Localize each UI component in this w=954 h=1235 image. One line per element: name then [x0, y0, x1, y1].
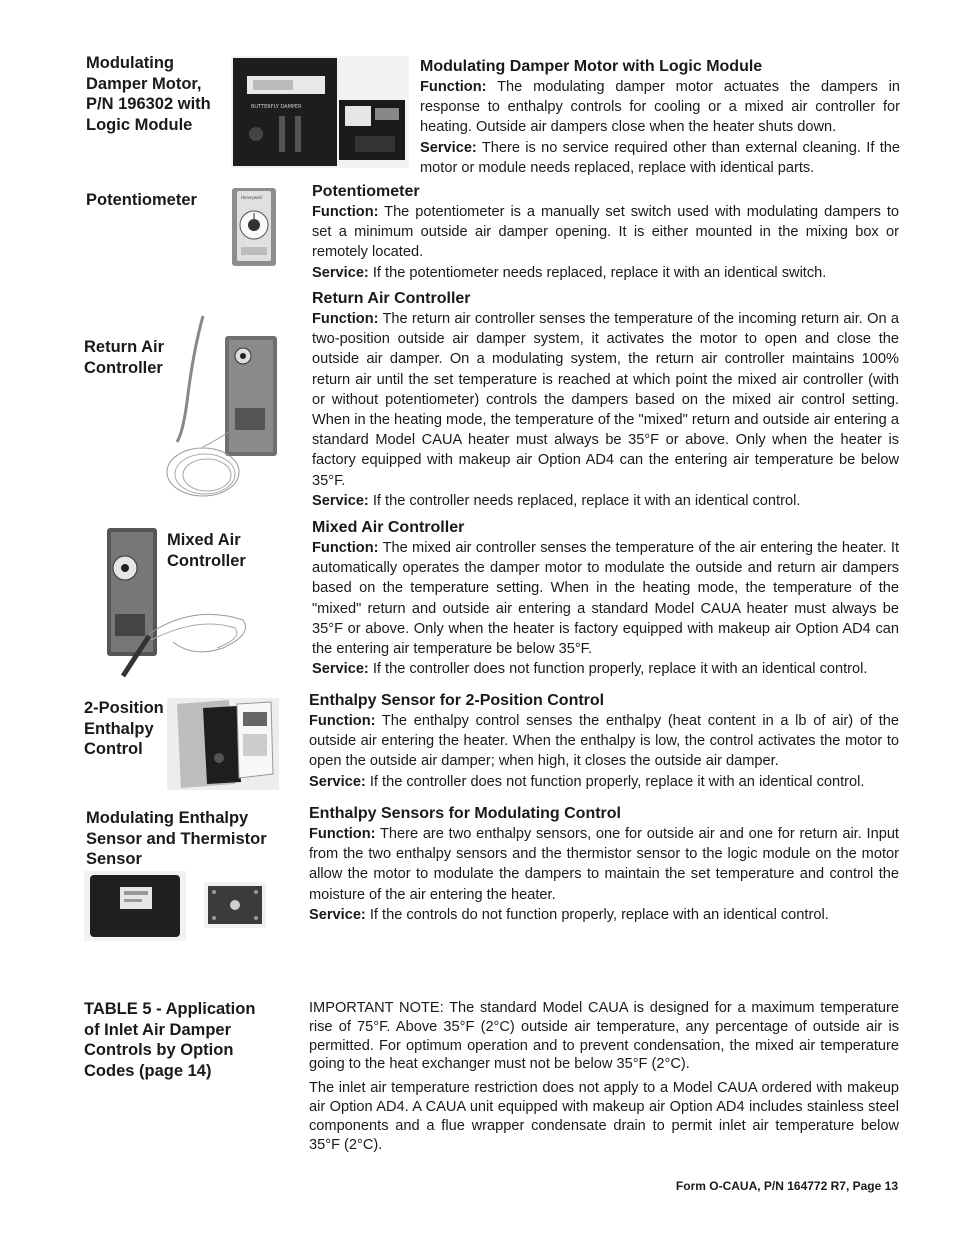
label-mod-enthalpy: Modulating Enthalpy Sensor and Thermistor Sensor — [86, 809, 267, 868]
section-mod-enthalpy-title: Enthalpy Sensors for Modulating Control — [309, 805, 621, 822]
section-mod-enthalpy-function: Function: There are two enthalpy sensors, one for outside air and one for return air. Input from the two enthalpy sensors and the thermistor sensor to the logic module on the motor allow the motor to modulate the dampers to maintain the set temperature and control the moisture of the air entering the heater. — [309, 826, 899, 903]
label-two-position: 2-Position Enthalpy Control — [84, 699, 164, 758]
section-potentiometer-title: Potentiometer — [312, 183, 420, 200]
section-potentiometer-function: Function: The potentiometer is a manually set switch used with modulating dampers to set a minimum outside air damper opening. It is either mounted in the mixing box or remotely located. — [312, 204, 899, 261]
section-two-position-service: Service: If the controller does not function properly, replace it with an identical control. — [309, 773, 865, 790]
section-return-air-service: Service: If the controller needs replaced, replace it with an identical control. — [312, 492, 801, 509]
section-damper-motor-function: Function: The modulating damper motor actuates the dampers in response to enthalpy controls for cooling or a mixed air controller for heating. Outside air dampers close when the heater shuts down. — [420, 79, 900, 136]
section-return-air-function: Function: The return air controller senses the temperature of the incoming return air. On a two-position outside air damper system, it activates the motor to open and close the outside air damper. On a modulating system, the return air controller maintains 100% return air until the set temperature is reached at which point the mixed air controller (with or without potentiometer) controls the dampers based on the mixed air control setting. When in the heating mode, the temperature of the "mixed" return and outside air entering a standard Model CAUA heater must always be 35°F or above. Only when the heater is factory equipped with makeup air Option AD4 can the entering air temperature be below 35°F. — [312, 311, 899, 489]
section-two-position-function: Function: The enthalpy control senses the enthalpy (heat content in a lb of air) of the outside air entering the heater. When the enthalpy is low, the control activates the motor to open the outside air damper; when high, it closes the outside air damper. — [309, 713, 899, 770]
important-note — [309, 999, 899, 1159]
pot-brand-text: Honeywell — [241, 195, 262, 200]
section-two-position-title: Enthalpy Sensor for 2-Position Control — [309, 692, 605, 709]
section-mixed-air-service: Service: If the controller does not function properly, replace it with an identical control. — [312, 661, 868, 678]
enthalpy-sensor-photo — [84, 871, 186, 941]
section-return-air — [312, 289, 899, 511]
section-mod-enthalpy — [309, 804, 899, 925]
label-mixed-air: Mixed Air Controller — [167, 531, 246, 570]
section-two-position — [309, 691, 899, 792]
important-note-para1: IMPORTANT NOTE: The standard Model CAUA is designed for a maximum temperature rise of 75°F. Above 35°F (2°C) outside air temperature, any percentage of outside air is permitted. For optimum operation and to prevent condensation, the mixed air temperature going to the heat exchanger must not be below 35°F (2°C). — [309, 1000, 899, 1073]
two-position-enthalpy-photo — [167, 698, 279, 790]
return-air-controller-photo — [163, 312, 279, 510]
important-note-para2: The inlet air temperature restriction does not apply to a Model CAUA ordered with makeup air Option AD4. A CAUA unit equipped with makeup air Option AD4 includes stainless steel components and a flue wrapper condensate drain to permit inlet air temperature below 35°F (2°C). — [309, 1080, 899, 1153]
section-mixed-air-function: Function: The mixed air controller senses the temperature of the air entering the heater. It automatically operates the damper motor to modulate the outside and return air dampers based on the temperature setting. When in the heating mode, the temperature of the "mixed" return and outside air entering a standard Model CAUA heater must always be 35°F or above. Only when the heater is factory equipped with makeup air Option AD4 can the entering air temperature be below 35°F. — [312, 540, 899, 658]
section-damper-motor-service: Service: There is no service required other than external cleaning. If the motor or module needs replaced, replace with identical parts. — [420, 139, 900, 176]
label-return-air: Return Air Controller — [84, 338, 165, 377]
potentiometer-photo — [231, 187, 277, 267]
section-damper-motor — [420, 57, 900, 178]
damper-motor-photo — [231, 56, 409, 168]
thermistor-sensor-photo — [204, 882, 266, 928]
section-mixed-air — [312, 518, 899, 679]
label-table5: TABLE 5 - Application of Inlet Air Damper Controls by Option Codes (page 14) — [84, 1000, 256, 1080]
section-mod-enthalpy-service: Service: If the controls do not function properly, replace with an identical control. — [309, 906, 829, 923]
section-return-air-title: Return Air Controller — [312, 290, 471, 307]
label-potentiometer: Potentiometer — [86, 191, 197, 209]
label-damper-motor: Modulating Damper Motor, P/N 196302 with Logic Module — [86, 54, 211, 134]
section-mixed-air-title: Mixed Air Controller — [312, 519, 465, 536]
damper-label-text: BUTTERFLY DAMPER — [251, 104, 302, 110]
section-potentiometer — [312, 182, 899, 283]
section-potentiometer-service: Service: If the potentiometer needs replaced, replace it with an identical switch. — [312, 264, 827, 281]
page-footer: Form O-CAUA, P/N 164772 R7, Page 13 — [675, 1179, 898, 1193]
mixed-air-controller-photo — [103, 524, 259, 682]
section-damper-motor-title: Modulating Damper Motor with Logic Module — [420, 58, 763, 75]
